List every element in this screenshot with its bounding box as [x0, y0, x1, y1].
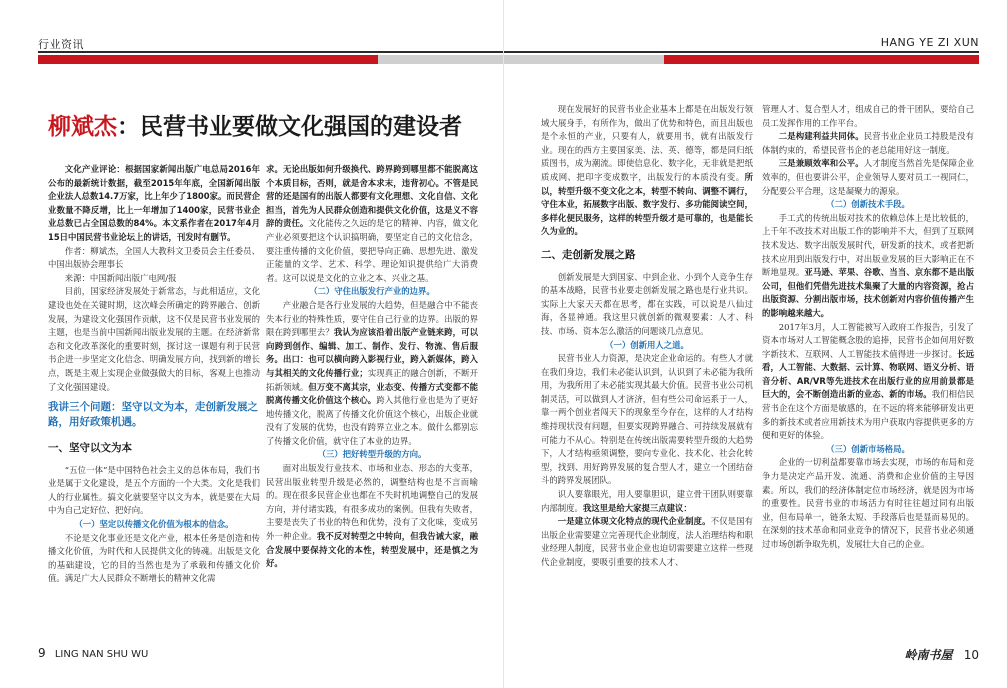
body-bold: 我认为应该沿着出版产业链来跨，可以向跨到创作、编辑、加工、制作、发行、物流、售后服务。出口：也可以横向跨入影视行业，跨入新媒体，跨入与其相关的文化传播行业； — [266, 327, 478, 378]
body-paragraph: 企业的一切利益都要靠市场去实现，市场的布局和竞争力是决定产品开发、流通、消费和企业价值的主导因素。所以，我们的经济体制定位市场经济，就是因为市场的重要性。民营书业的市场活力有时往往超过同有出版业，但布局单一，链条太短、手段落后也是显而易见的。在深刻的技术革命和同业竞争的情况下，民营书业必须通过市场创新争取先机，发展壮大自己的企业。 — [762, 457, 974, 549]
body-bold: 一是建立体现文化特点的现代企业制度。 — [557, 516, 711, 527]
body-text: 实现真正的融合创新，不断开拓新领域。 — [266, 367, 478, 392]
subsection-heading: （三）创新市场格局。 — [826, 443, 910, 454]
section-heading: 一、坚守以文为本 — [48, 442, 132, 455]
body-text: 产业融合是各行业发展的大趋势，但是融合中不能丧失本行业的特殊性质，要守住自己行业的边界。出版的界限在跨到哪里去？ — [266, 299, 478, 338]
header-red-bar — [664, 55, 979, 64]
page-spine — [503, 0, 504, 688]
section-label-cn: 行业资讯 — [38, 38, 84, 51]
left-page-header — [0, 14, 503, 54]
article-title — [48, 108, 462, 141]
body-paragraph: 民营书业人力资源，是决定企业命运的。有些人才就在我们身边，我们未必能认识到，认识到了未必能为我所用，为我所用了未必能实现其最大价值。民营书业公司机制灵活，可以做到人才济济，但有些公司命运系于一人，靠一两个创业者闯天下的现象至今存在，这样的人才结构维持现状没有问题，但要实现跨界融合、可持续发展就有可能力不从心。特别是在传统出版需要转型升级的大趋势下，人才结构亟须调整，要向专业化、技术化、社会化转型，找到、用好跨界发展的复合型人才，建立一个团结奋斗的跨界发展团队。 — [541, 353, 753, 486]
body-text: 识人要靠眼光，用人要靠胆识，建立骨干团队则要靠内部制度。 — [541, 489, 753, 513]
body-text: 人才制度当然首先是保障企业效率的，但也要讲公平，企业领导人要对员工一视同仁，分配要公平合理，这是凝聚力的源泉。 — [762, 158, 974, 196]
page-number: 9 — [38, 646, 46, 660]
subsection-heading: （二）创新技术手段。 — [826, 199, 910, 210]
body-text: 民营书业企业员工持股是没有体制约束的，希望民营书企的老总能用好这一制度。 — [762, 131, 974, 155]
subsection-heading: （三）把好转型升级的方向。 — [317, 449, 427, 460]
body-text: 不仅是国有出版企业需要建立完善现代企业制度，法人治理结构和职业经理人制度，民营书业企业也迫切需要建立这样一些现代企业制度，要吸引重要的技术人才、 — [541, 516, 753, 567]
body-bold: 我不反对转型之中转向，但我告诫大家，融合发展中要保持文化的本性，转型发展中，还是慎之为好。 — [266, 531, 478, 569]
header-grey-bar — [504, 55, 664, 64]
column-3 — [541, 103, 753, 570]
source-line: 来源：中国新闻出版广电网/报 — [64, 272, 177, 283]
header-rule — [38, 51, 503, 53]
body-bold: 三是兼顾效率和公平。 — [778, 158, 864, 169]
subsection-heading: （一）坚定以传播文化价值为根本的信念。 — [74, 519, 234, 530]
body-text: 我们相信民营书企在这个方面是敏感的，在不远的将来能够研发出更多的新技术或者应用新技术为用户获取内容提供更多的方便和更好的体验。 — [762, 389, 974, 441]
column-2 — [266, 163, 478, 571]
body-paragraph: 管理人才、复合型人才，组成自己的骨干团队，要给自己员工发挥作用的工作平台。 — [762, 104, 974, 128]
body-text: 面对出版发行业技术、市场和业态、形态的大变革，民营出版业转型升级是必然的，调整结构也是不言而喻的。现在很多民营企业也都在不失时机地调整自己的发展方向，并付诸实践，有很多成功的案例。但我有失败者，主要是丧失了书业的特色和优势，没有了文化味，变成另外一种企业。 — [266, 463, 478, 542]
body-bold: 但万变不离其宗，业态变、传播方式变都不能脱离传播文化价值这个核心。 — [266, 381, 478, 406]
magazine-name-cn: 岭南书屋 — [904, 648, 953, 662]
column-4 — [762, 103, 974, 552]
header-red-bar — [38, 55, 378, 64]
right-page-footer — [905, 646, 979, 663]
body-text: 文化能传之久远的是它的精神、内容，做文化产业必须要把这个认识搞明确，要坚定自己的文化信念，要注重传播的文化价值，要把导向正确、思想先进、激发正能量的文学、艺术、科学、理论知识提供给广大消费者。这可以说是文化的立业之本、兴业之基。 — [266, 218, 478, 283]
body-bold: 长远看，人工智能、大数据、云计算、物联网、语义分析、语音分析、AR/VR等先进技术在出版行业的应用前景都是巨大的，会不断创造出新的业态、新的市场。 — [762, 348, 974, 400]
title-text: ：民营书业要做文化强国的建设者 — [117, 114, 462, 140]
body-paragraph: 目前，国家经济发展处于新常态，与此相适应，文化建设也处在关键时期，这次峰会所确定的跨界融合、创新发展，为建设文化强国作贡献，这不仅是民营书业发展的主题，也是当前中国新闻出版业发展的主题。在经济新常态和文化改革深化的重要时刻，探讨这一课题有利于民营书企进一步坚定文化信念、明确发展方向，找到新的增长点，既是主观上实现企业做强做大的目标，客观上也推动了文化强国建设。 — [48, 286, 260, 392]
pull-quote: 我讲三个问题：坚守以文为本，走创新发展之路，用好政策机遇。 — [48, 401, 258, 429]
body-bold: 二是构建利益共同体。 — [778, 131, 864, 142]
subsection-heading: （一）创新用人之道。 — [605, 339, 689, 350]
body-bold: 我这里是给大家提三点建议： — [582, 502, 692, 513]
page-number: 10 — [963, 648, 979, 662]
right-page-header — [504, 14, 1007, 54]
magazine-name-pinyin: LING NAN SHU WU — [54, 649, 149, 660]
body-text: 现在发展好的民营书业企业基本上都是在出版发行领域大展身手，有所作为，做出了优势和特色，而且出版也是个永恒的产业，只要有人，就要用书，就有出版发行业。现在的西方主要国家美、法、英、德等，都是同归纸质图书，成为潮流。即使信息化、数字化，无非就是把纸质成网、把印字变成数字，出版发行的本质没有变。 — [541, 104, 753, 182]
body-bold: 求。无论出版如何升级换代、跨界跨到哪里都不能脱离这个本质目标，否则，就是舍本求末，违背初心。不管是民营的还是国有的出版人都要有文化理想、文化自信、文化担当，首先为人民群众创造和提供文化价值，这是义不容辞的责任。 — [266, 164, 478, 229]
body-text: 手工式的传统出版对技术的依赖总体上是比较低的，上千年不改技术对出版工作的影响并不大，但到了互联网技术发达、数字出版发展时代，研发新的技术，或者把新技术应用到出版发行中，对出版业发展的巨大影响正在不断地显现。 — [762, 212, 974, 278]
author-line: 作者：柳斌杰，全国人大教科文卫委员会主任委员、中国出版协会理事长 — [48, 245, 260, 270]
body-bold: 亚马逊、苹果、谷歌、当当、京东都不是出版公司，但他们凭借先进技术集聚了大量的内容资源，抢占出版资源、分割出版市场，技术创新对内容价值传播产生的影响越来越大。 — [762, 267, 974, 318]
body-paragraph: 创新发展是大到国家、中到企业、小到个人竞争生存的基本战略，民营书业要走创新发展之路也是行业共识。实际上大家天天都在思考，都在实践，可以说是八仙过海，各显神通。我这里只就创新的微观要素：人才、科技、市场、资本怎么激活的问题谈几点意见。 — [541, 271, 753, 336]
title-name: 柳斌杰 — [48, 114, 117, 140]
subsection-heading: （二）守住出版发行产业的边界。 — [309, 286, 435, 297]
section-heading: 二、走创新发展之路 — [541, 248, 636, 261]
body-text: 2017年3月，人工智能被写入政府工作报告，引发了资本市场对人工智能概念股的追捧，民营书企如何用好数字新技术、互联网、人工智能技术值得进一步探讨。 — [762, 321, 974, 359]
column-1 — [48, 163, 260, 586]
editor-intro: 文化产业评论：根据国家新闻出版广电总局2016年公布的最新统计数据，截至2015年年底，全国新闻出版企业法人总数14.7万家，比上年少了1800家。而民营企业数量不降反增，比上一年增加了1400家，民营书业企业总数已占全国总数的84%。本文系作者在2017年4月15日中国民营书业论坛上的讲话，刊发时有删节。 — [48, 164, 260, 242]
body-paragraph: 不论是文化事业还是文化产业，根本任务是创造和传播文化价值，为时代和人民提供文化的铸魂。出版是文化的基础建设，它的目的当然也是为了承载和传播文化价值。满足广大人民群众不断增长的精神文化需 — [48, 532, 260, 584]
body-paragraph: “五位一体”是中国特色社会主义的总体布局，我们书业是属于文化建设，是五个方面的一个大类。文化是我们人的行业属性。搞文化就要坚守以文为本，就是要在大局中为自己定好位、把好向。 — [48, 464, 260, 516]
section-label-pinyin: HANG YE ZI XUN — [880, 36, 979, 49]
body-text: 跨入其他行业也是为了更好地传播文化，脱离了传播文化价值这个核心，出版企业就没有了发展的优势，也没有跨界立业之本。做什么都别忘了传播文化价值，就守住了本业的边界。 — [266, 395, 478, 446]
body-bold: 所以，转型升级不变文化之本，转型不转向、调整不调行，守住本业，拓展数字出版、数字发行、多功能阅读空间，多样化便民服务，这样的转型升级才是可靠的，也是能长久为业的。 — [541, 171, 753, 237]
left-page-footer — [38, 646, 148, 660]
header-grey-bar — [378, 55, 503, 64]
header-rule — [504, 51, 979, 53]
